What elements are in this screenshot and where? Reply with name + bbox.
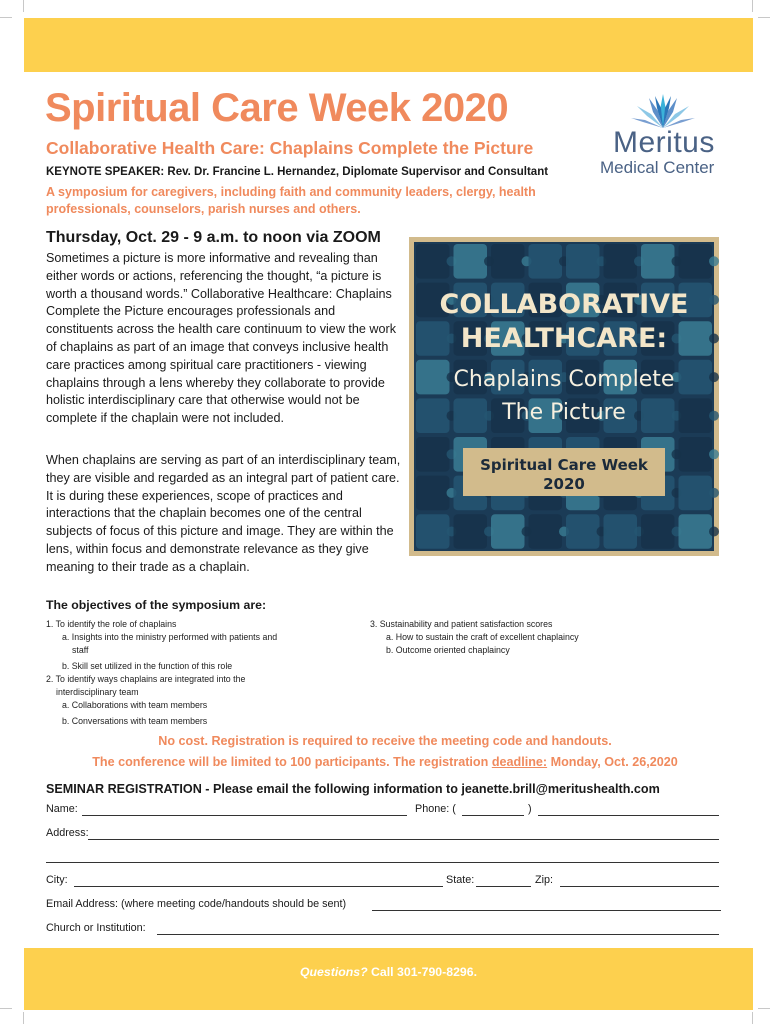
meritus-logo [598,92,728,182]
deadline-label: deadline: [491,755,548,769]
objective-1b: b. Skill set utilized in the function of this role [62,661,233,671]
name-field[interactable] [82,815,407,816]
address-label: Address: [46,827,89,839]
objective-1a: a. Insights into the ministry performed with patients and [62,632,278,642]
state-field[interactable] [476,886,531,887]
seminar-registration-heading: SEMINAR REGISTRATION - Please email the following information to jeanette.brill@meritushealth.com [46,782,660,796]
objective-3b: b. Outcome oriented chaplaincy [386,645,510,655]
city-label: City: [46,874,68,886]
event-paragraph-2: When chaplains are serving as part of an interdisciplinary team, they are visible and regarded as an integral part of patient care. It is during these experiences, scope of practices and interactions that the chaplain becomes one of the central subjects of focus of this picture and image. They are within the lens, within focus and demonstrate relevance as they give meaning to their trade as a chaplain. [46,453,401,574]
limit-text: The conference will be limited to 100 participants. The registration [92,755,492,769]
state-label: State: [446,874,475,886]
objective-2b: b. Conversations with team members [62,716,208,726]
crop-mark [752,0,753,12]
crop-mark [752,1012,753,1024]
logo-subtitle: Medical Center [600,158,715,177]
logo-name: Meritus [613,126,715,159]
crop-mark [23,1012,24,1024]
crop-mark [0,1008,12,1009]
crop-mark [758,17,770,18]
symposium-description: A symposium for caregivers, including faith and community leaders, clergy, health professionals, counselors, parish nurses and others. [46,185,536,216]
poster-line-2: HEALTHCARE: [460,323,668,354]
page-subtitle: Collaborative Health Care: Chaplains Complete the Picture [46,138,534,158]
phone-paren-close: ) [528,803,532,815]
name-label: Name: [46,803,78,815]
questions-label: Questions? [299,965,368,979]
poster-line-1: COLLABORATIVE [439,289,689,320]
phone-number-field[interactable] [538,815,719,816]
poster-badge-line-1: Spiritual Care Week [480,456,648,474]
objective-3a: a. How to sustain the craft of excellent chaplaincy [386,632,579,642]
objective-3: 3. Sustainability and patient satisfaction scores [370,619,553,629]
keynote-speaker: KEYNOTE SPEAKER: Rev. Dr. Francine L. Hernandez, Diplomate Supervisor and Consultant [46,166,549,178]
phone-area-code-field[interactable] [462,815,524,816]
objectives-column-2 [370,618,670,657]
objectives-column-1 [46,618,326,728]
poster-line-4: The Picture [502,400,626,425]
footer-banner [24,948,753,1010]
event-poster-image [409,237,719,556]
church-label: Church or Institution: [46,922,146,934]
phone-label: Phone: ( [415,803,456,815]
email-label: Email Address: (where meeting code/handouts should be sent) [46,898,347,910]
poster-line-3: Chaplains Complete [453,367,675,392]
page-title: Spiritual Care Week 2020 [45,86,509,130]
event-paragraph-1: Sometimes a picture is more informative and revealing than either words or actions, referencing the thought, “a picture is worth a thousand words.” Collaborative Healthcare: Chaplains Complete the Picture encourages professionals and constituents across the health care continuum to view the work of chaplains as part of an image that conveys inclusive health care practices among spiritual care practitioners - viewing chaplains through a lens whereby they collaborate to provide holistic interdisciplinary care that otherwise would not be complete if the chaplain were not included. [46,251,397,426]
objective-1a-cont: staff [72,645,89,655]
top-banner [24,18,753,72]
poster-badge-line-2: 2020 [543,475,585,493]
objective-2-cont: interdisciplinary team [56,687,139,697]
objective-2a: a. Collaborations with team members [62,700,208,710]
zip-field[interactable] [560,886,719,887]
address-field-line-2[interactable] [46,862,719,863]
crop-mark [23,0,24,12]
crop-mark [758,1008,770,1009]
city-field[interactable] [74,886,443,887]
crop-mark [0,17,12,18]
zip-label: Zip: [535,874,553,886]
objective-1: 1. To identify the role of chaplains [46,619,177,629]
questions-line [24,965,753,979]
email-field[interactable] [372,910,721,911]
objective-2: 2. To identify ways chaplains are integrated into the [46,674,246,684]
participant-limit-notice [24,755,746,769]
objectives-heading: The objectives of the symposium are: [46,598,267,612]
call-phone: Call 301-790-8296. [367,965,478,979]
no-cost-notice: No cost. Registration is required to receive the meeting code and handouts. [158,734,612,748]
event-date: Thursday, Oct. 29 - 9 a.m. to noon via ZOOM [46,229,381,246]
church-field[interactable] [157,934,719,935]
address-field[interactable] [88,839,719,840]
deadline-date: Monday, Oct. 26,2020 [547,755,678,769]
